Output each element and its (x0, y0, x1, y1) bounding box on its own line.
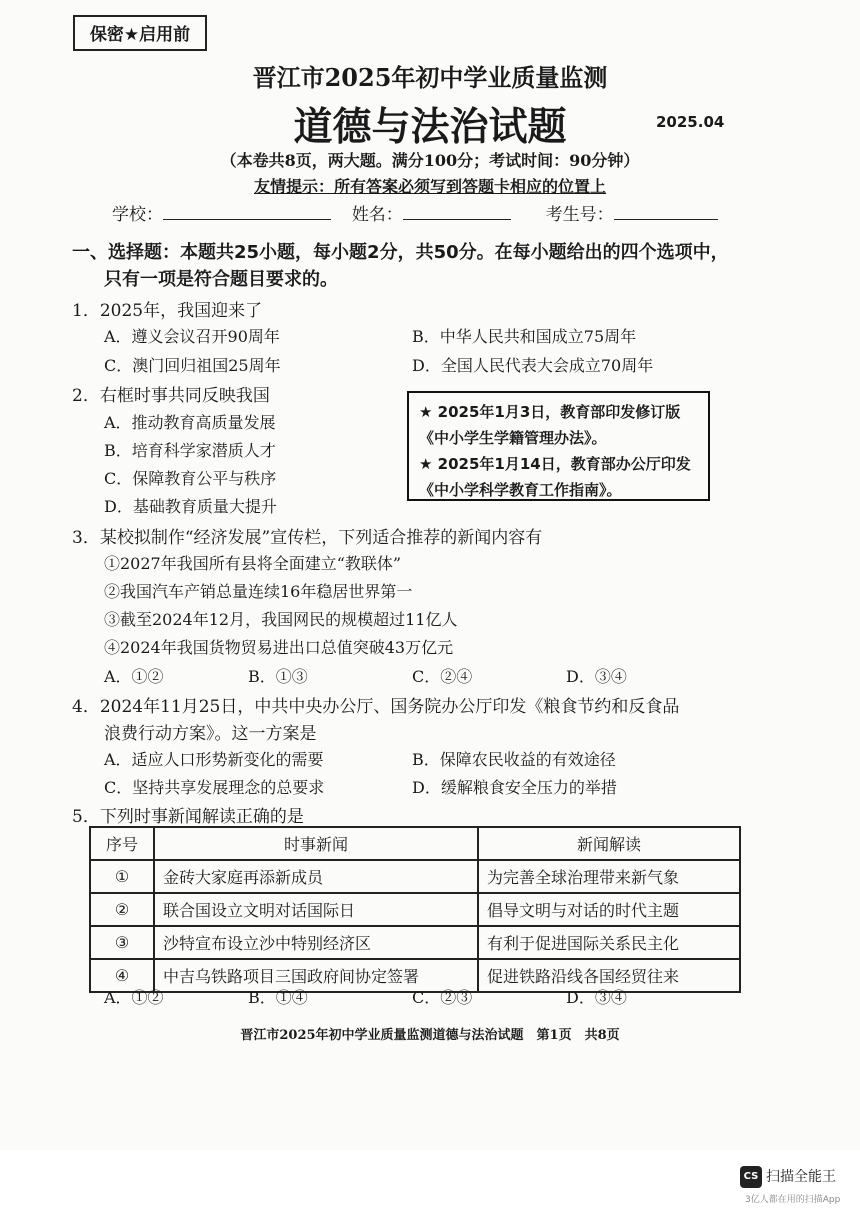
q2-option-b: B．培育科学家潜质人才 (104, 441, 276, 460)
exam-meta: （本卷共8页，两大题。满分100分；考试时间：90分钟） (220, 151, 640, 170)
q3-item-2: ②我国汽车产销总量连续16年稳居世界第一 (104, 582, 413, 601)
scanner-name: 扫描全能王 (766, 1169, 836, 1185)
news-item-1-cont: 《中小学生学籍管理办法》。 (419, 429, 607, 447)
page-footer: 晋江市2025年初中学业质量监测道德与法治试题 第1页 共8页 (240, 1028, 620, 1043)
row-interpretation: 有利于促进国际关系民主化 (478, 926, 740, 959)
scanner-tagline: 3亿人都在用的扫描App (745, 1195, 841, 1205)
row-index: ② (90, 893, 154, 926)
q1-option-a: A．遵义会议召开90周年 (104, 327, 280, 346)
exam-date: 2025.04 (656, 113, 725, 131)
section-heading-cont: 只有一项是符合题目要求的。 (104, 269, 338, 290)
name-field[interactable] (403, 203, 511, 220)
news-item-2: ★ 2025年1月14日，教育部办公厅印发 (419, 455, 691, 473)
name-label: 姓名： (351, 205, 403, 225)
q3-option-c: C．②④ (412, 667, 473, 686)
news-item-1: ★ 2025年1月3日，教育部印发修订版 (419, 403, 681, 421)
section-heading: 一、选择题：本题共25小题，每小题2分，共50分。在每小题给出的四个选项中， (72, 242, 729, 263)
q2-stem: 2．右框时事共同反映我国 (72, 386, 270, 406)
q3-item-3: ③截至2024年12月，我国网民的规模超过11亿人 (104, 610, 458, 629)
q3-item-4: ④2024年我国货物贸易进出口总值突破43万亿元 (104, 638, 454, 657)
col-header-news: 时事新闻 (154, 827, 478, 860)
row-interpretation: 倡导文明与对话的时代主题 (478, 893, 740, 926)
row-index: ③ (90, 926, 154, 959)
q3-item-1: ①2027年我国所有县将全面建立“教联体” (104, 554, 402, 573)
q5-option-a: A．①② (104, 988, 164, 1007)
exam-title: 晋江市2025年初中学业质量监测 (252, 63, 608, 92)
q4-option-c: C．坚持共享发展理念的总要求 (104, 778, 325, 797)
tip-text: 友情提示：所有答案必须写到答题卡相应的位置上 (253, 177, 606, 196)
q1-stem: 1．2025年，我国迎来了 (72, 301, 263, 321)
q2-option-c: C．保障教育公平与秩序 (104, 469, 277, 488)
table-row (90, 860, 740, 893)
q2-news-box (407, 391, 710, 501)
q1-option-d: D．全国人民代表大会成立70周年 (412, 356, 654, 375)
q1-option-b: B．中华人民共和国成立75周年 (412, 327, 637, 346)
q4-option-b: B．保障农民收益的有效途径 (412, 750, 616, 769)
student-info-fields (112, 200, 718, 225)
student-id-field[interactable] (614, 203, 718, 220)
school-field[interactable] (163, 203, 331, 220)
q5-option-c: C．②③ (412, 988, 473, 1007)
q5-option-d: D．③④ (566, 988, 627, 1007)
news-item-2-cont: 《中小学科学教育工作指南》。 (419, 481, 622, 499)
q5-stem: 5．下列时事新闻解读正确的是 (72, 807, 304, 827)
q4-stem: 4．2024年11月25日，中共中央办公厅、国务院办公厅印发《粮食节约和反食品 (72, 697, 680, 717)
q5-news-table (89, 826, 741, 993)
col-header-interpretation: 新闻解读 (478, 827, 740, 860)
q4-option-a: A．适应人口形势新变化的需要 (104, 750, 324, 769)
row-news: 中吉乌铁路项目三国政府间协定签署 (154, 959, 478, 992)
q3-option-a: A．①② (104, 667, 164, 686)
q2-option-d: D．基础教育质量大提升 (104, 497, 277, 516)
q1-option-c: C．澳门回归祖国25周年 (104, 356, 281, 375)
q3-option-b: B．①③ (248, 667, 308, 686)
table-header-row (90, 827, 740, 860)
q2-option-a: A．推动教育高质量发展 (104, 413, 276, 432)
subject-title: 道德与法治试题 (293, 105, 567, 150)
row-news: 金砖大家庭再添新成员 (154, 860, 478, 893)
friendly-tip (0, 174, 860, 197)
id-label: 考生号： (545, 205, 614, 225)
q3-stem: 3．某校拟制作“经济发展”宣传栏，下列适合推荐的新闻内容有 (72, 528, 543, 548)
row-index: ① (90, 860, 154, 893)
confidential-stamp: 保密★启用前 (73, 15, 207, 51)
school-label: 学校： (112, 205, 163, 225)
row-index: ④ (90, 959, 154, 992)
row-news: 联合国设立文明对话国际日 (154, 893, 478, 926)
row-interpretation: 促进铁路沿线各国经贸往来 (478, 959, 740, 992)
scanner-logo-icon: CS (740, 1166, 762, 1188)
q5-option-b: B．①④ (248, 988, 308, 1007)
col-header-index: 序号 (90, 827, 154, 860)
q4-stem-cont: 浪费行动方案》。这一方案是 (104, 724, 317, 744)
row-interpretation: 为完善全球治理带来新气象 (478, 860, 740, 893)
row-news: 沙特宣布设立沙中特别经济区 (154, 926, 478, 959)
table-row (90, 893, 740, 926)
q3-option-d: D．③④ (566, 667, 627, 686)
scanner-watermark (740, 1166, 836, 1188)
table-row (90, 926, 740, 959)
q4-option-d: D．缓解粮食安全压力的举措 (412, 778, 617, 797)
